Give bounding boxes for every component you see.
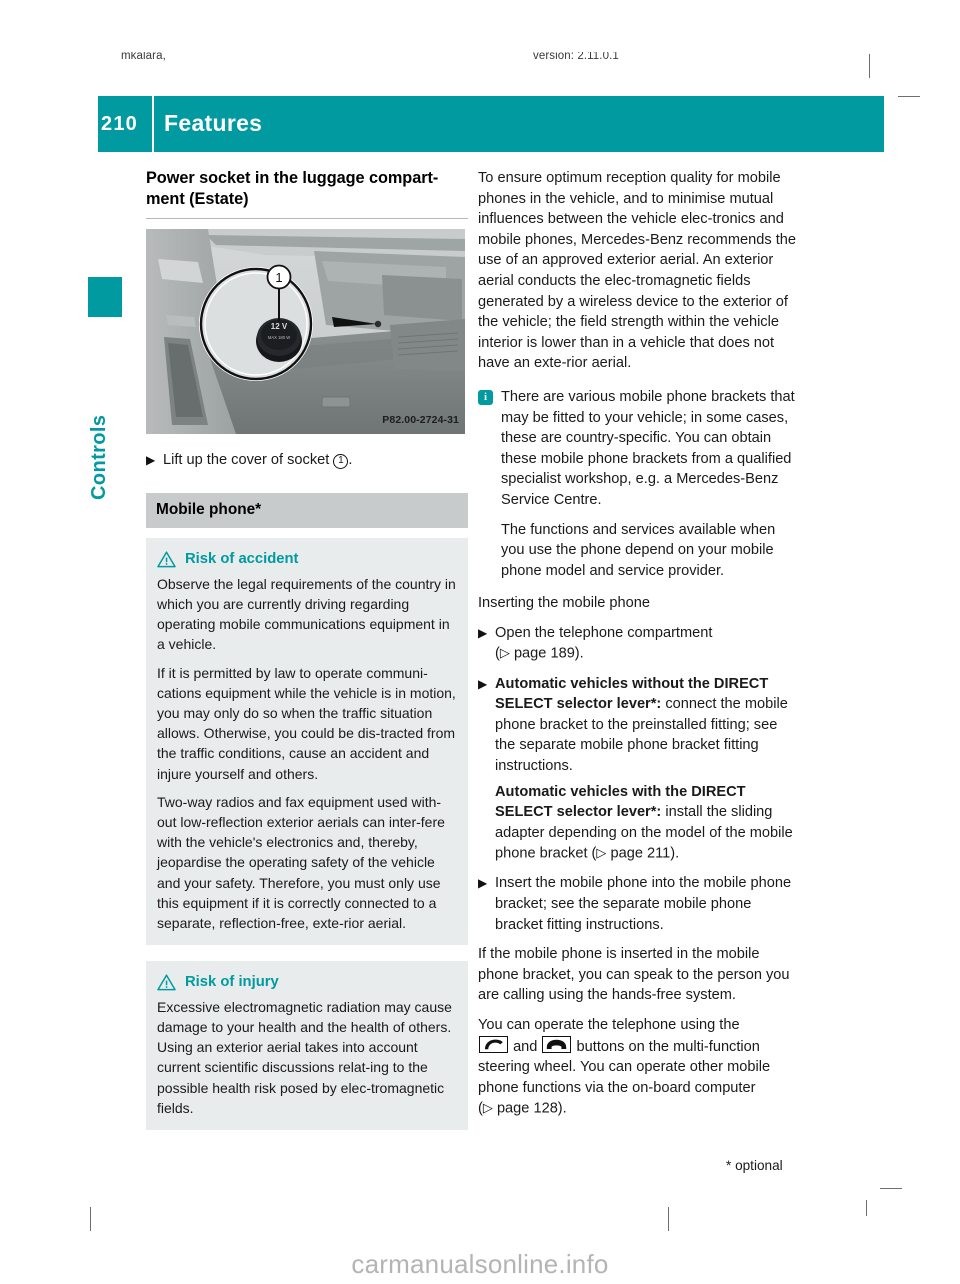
warning-title-row <box>157 549 457 570</box>
step-text: connect the mobile phone bracket to the preinstalled fitting; see the separate mobile phone bracket fitting instructions. <box>495 696 788 774</box>
note-text: There are various mobile phone brackets that may be fitted to your vehicle; in some cases, these are country-specific. You can obtain these mobile phone brackets from a qualified specialist workshop, e.g. a Mercedes-Benz Service Centre. <box>501 388 795 508</box>
section-title-power-socket: Power socket in the luggage compart-ment (Estate) <box>146 169 439 208</box>
step-bold-lead: Automatic vehicles with the DIRECT SELECT selector lever*: <box>495 783 746 821</box>
warning-title-row <box>157 972 457 993</box>
pageref-text: page 128). <box>496 1100 567 1117</box>
step-insert-mobile-phone <box>478 873 800 935</box>
grey-section-header-mobile-phone: Mobile phone* <box>146 493 468 529</box>
warning-box-risk-of-injury <box>146 961 468 1130</box>
step-text: install the sliding adapter depending on the model of the mobile phone bracket ( <box>495 804 793 862</box>
page-ref-icon: ▷ <box>499 645 510 661</box>
running-head-left: mkalara, <box>121 52 166 62</box>
crop-mark-right-tick <box>866 1200 867 1216</box>
warning-paragraph: Observe the legal requirements of the country in which you are currently driving regarding operating mobile communications equipment in a vehicle. <box>157 575 456 653</box>
figure-illustration <box>146 229 465 434</box>
footnote-optional: * optional <box>726 1158 783 1173</box>
step-automatic-with-direct-select <box>478 782 800 865</box>
step-bold-lead: Automatic vehicles without the DIRECT SELECT selector lever*: <box>495 675 769 713</box>
warning-title-text: Risk of injury <box>185 974 279 991</box>
crop-mark-bottom-mid <box>668 1207 669 1231</box>
crop-mark-bottom-left <box>90 1207 91 1231</box>
crop-mark-top-right <box>869 54 870 78</box>
warning-triangle-icon <box>157 974 176 991</box>
paragraph-handsfree: If the mobile phone is inserted in the mobile phone bracket, you can speak to the person you are calling using the hands-free system. <box>478 946 790 1004</box>
pageref-text: page 211). <box>610 845 680 862</box>
step-bullet-icon: ▶ <box>478 625 488 640</box>
step-lift-cover <box>146 450 468 471</box>
step-text: Open the telephone compartment <box>495 624 713 641</box>
step-bullet-icon: ▶ <box>146 453 156 467</box>
warning-paragraph: Two-way radios and fax equipment used with-out low-reflection exterior aerials can inter-fere with the vehicle's electronics and, thereby, jeopardise the operating safety of the vehicle and your safety. Therefore, you must only use this equipment if it is correctly connected to a separate, reflection-free, exte-rior aerial. <box>157 793 445 932</box>
accept-call-glyph <box>482 1038 505 1051</box>
callout-ref-1: 1 <box>333 454 348 469</box>
warning-paragraph: If it is permitted by law to operate communi-cations equipment while the vehicle is in motion, you may only do so when the traffic situation allows. Otherwise, you could be dis-tracted from the traffic conditions, cause an accident and injure yourself and others. <box>157 664 456 782</box>
svg-text:MAX 180 W: MAX 180 W <box>267 335 291 340</box>
pageref-text: page 189). <box>513 645 584 662</box>
page-number: 210 <box>101 113 138 135</box>
paragraph-operate-telephone <box>478 1015 800 1119</box>
page-ref-icon: ▷ <box>482 1100 493 1116</box>
watermark: carmanualsonline.info <box>351 1249 609 1279</box>
figure-code: P82.00-2724-31 <box>382 414 459 427</box>
intro-paragraph: To ensure optimum reception quality for mobile phones in the vehicle, and to minimise mutual influences between the vehicle elec-tronics and mobile phones, Mercedes-Benz recommends the use of an approved exterior aerial. An exterior aerial conducts the elec-tromagnetic fields generated by a wireless device to the exterior of the vehicle; the field strength within the vehicle interior is lower than in a vehicle that does not have an exte-rior aerial. <box>478 170 796 372</box>
step-text-end: . <box>348 452 353 468</box>
warning-triangle-icon <box>157 551 176 568</box>
operate-text-before: You can operate the telephone using the <box>478 1016 740 1033</box>
operate-text-and: and <box>513 1038 538 1055</box>
crop-mark-right-upper <box>898 96 920 97</box>
page-ref-icon: ▷ <box>596 845 607 861</box>
operate-text-after: buttons on the multi-function steering wheel. You can operate other mobile phone functions via the on-board computer ( <box>478 1038 771 1117</box>
step-bullet-icon: ▶ <box>478 876 488 891</box>
figure-callout-1: 1 <box>275 270 283 285</box>
pageref-open-paren: ( <box>495 645 500 662</box>
page-title: Features <box>164 110 263 136</box>
note-block-functions-services <box>478 520 800 582</box>
step-text: Insert the mobile phone into the mobile phone bracket; see the separate mobile phone bracket fitting instructions. <box>495 875 792 933</box>
chapter-tab-marker <box>88 277 122 317</box>
end-call-icon <box>542 1036 571 1053</box>
crop-mark-right-lower <box>880 1188 902 1189</box>
right-column <box>478 168 800 1128</box>
chapter-tab-label: Controls <box>88 414 110 500</box>
step-open-compartment <box>478 623 800 665</box>
end-call-glyph <box>545 1038 568 1051</box>
note-text-2: The functions and services available when you use the phone depend on your mobile phone model and service provider. <box>501 521 776 579</box>
warning-title-text: Risk of accident <box>185 551 299 568</box>
step-bullet-icon: ▶ <box>478 676 488 691</box>
figure-luggage-power-socket <box>146 229 465 434</box>
warning-box-risk-of-accident <box>146 538 468 945</box>
running-head-right: version: 2.11.0.1 <box>533 52 619 62</box>
subheading-inserting-mobile-phone: Inserting the mobile phone <box>478 595 650 612</box>
left-column <box>146 168 468 1130</box>
section-rule <box>146 218 468 219</box>
warning-paragraph: Excessive electromagnetic radiation may cause damage to your health and the health of others. Using an exterior aerial takes into account current scientific discussions relat-ing to the possible health risk posed by elec-tromagnetic fields. <box>157 998 452 1116</box>
accept-call-icon <box>479 1036 508 1053</box>
step-text: Lift up the cover of socket <box>163 452 330 468</box>
svg-text:12 V: 12 V <box>270 322 288 331</box>
note-block-phone-brackets <box>478 387 800 511</box>
info-icon: i <box>478 390 493 405</box>
step-automatic-without-direct-select <box>478 674 800 777</box>
